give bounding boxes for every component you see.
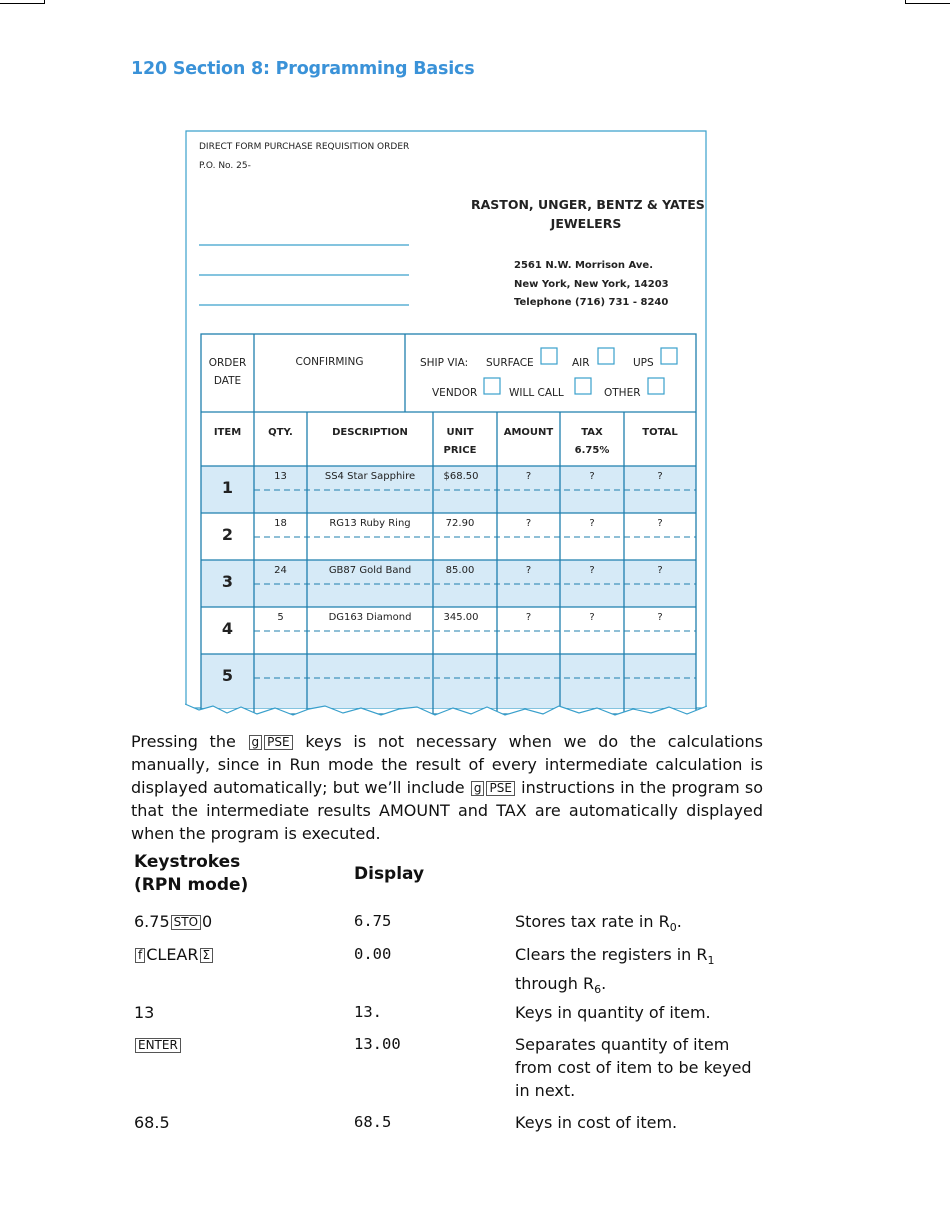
register-subscript: 1 (707, 954, 715, 968)
row-qty: 24 (274, 565, 287, 576)
col-tax-label: TAX (581, 427, 603, 438)
confirming-label: CONFIRMING (295, 356, 364, 368)
display-value: 6.75 (354, 912, 392, 930)
row-tax: ? (589, 518, 595, 529)
row-description: DG163 Diamond (328, 612, 412, 623)
display-value: 68.5 (354, 1113, 392, 1131)
ship-vendor-label: VENDOR (432, 387, 478, 399)
g-key-icon: g (249, 735, 263, 750)
company-line-2: JEWELERS (550, 216, 622, 231)
paragraph-text-2: keys is not necessary when we do the calculations manually, since in Run mode the result of every intermediate calculation is displayed automatically; but we’ll include (131, 732, 764, 797)
keystrokes-heading-1: Keystrokes (134, 852, 241, 872)
row-tax: ? (589, 471, 595, 482)
purchase-order-form (185, 130, 707, 720)
col-description: DESCRIPTION (332, 427, 408, 438)
pse-key-icon: PSE (486, 781, 514, 796)
ship-air-label: AIR (572, 357, 590, 369)
display-value: 0.00 (354, 945, 392, 963)
row-total: ? (657, 471, 663, 482)
page-header: 120 Section 8: Programming Basics (131, 59, 475, 79)
company-line-1: RASTON, UNGER, BENTZ & YATES (471, 197, 705, 212)
company-address (514, 257, 669, 313)
row-description: GB87 Gold Band (328, 565, 412, 576)
sto-key-icon: STO (171, 915, 201, 930)
desc-text: Clears the registers in R (515, 945, 708, 964)
row-price: 345.00 (443, 612, 479, 623)
col-total: TOTAL (642, 427, 678, 438)
row-number: 1 (221, 478, 234, 497)
order-date-label (201, 354, 254, 390)
ship-ups-label: UPS (633, 357, 654, 369)
f-key-icon: f (135, 948, 145, 963)
col-qty: QTY. (268, 427, 293, 438)
keystroke-description: Separates quantity of item from cost of item to be keyed in next. (515, 1035, 752, 1100)
ship-willcall-label: WILL CALL (509, 387, 564, 399)
row-number: 4 (221, 619, 234, 638)
register-subscript: 6 (594, 983, 602, 997)
keystroke-register: 0 (202, 912, 213, 931)
row-description: RG13 Ruby Ring (329, 518, 411, 529)
col-tax (560, 424, 624, 460)
keystroke-cell: 13 (134, 1003, 155, 1022)
form-title: DIRECT FORM PURCHASE REQUISITION ORDER (199, 142, 410, 152)
row-amount: ? (525, 471, 532, 482)
ship-via-label: SHIP VIA: (420, 357, 469, 369)
keystroke-description: Keys in quantity of item. (515, 1003, 711, 1022)
desc-period: . (676, 912, 682, 931)
desc-period: . (601, 974, 607, 994)
row-price: 72.90 (445, 518, 475, 529)
paragraph-text-1: Pressing the (131, 732, 236, 751)
desc-text: Stores tax rate in R (515, 912, 670, 931)
keystrokes-heading (134, 851, 248, 897)
row-price: $68.50 (443, 471, 479, 482)
row-total: ? (657, 612, 663, 623)
po-number: P.O. No. 25- (199, 161, 251, 171)
col-unit-price (433, 424, 487, 460)
crop-mark-right (905, 0, 950, 4)
ship-surface-label: SURFACE (486, 357, 534, 369)
row-tax: ? (589, 565, 595, 576)
date-label: DATE (213, 375, 242, 387)
row-qty: 13 (274, 471, 287, 482)
enter-key-icon: ENTER (135, 1038, 181, 1053)
row-amount: ? (525, 612, 532, 623)
row-total: ? (657, 565, 663, 576)
row-qty: 18 (274, 518, 287, 529)
display-value: 13.00 (354, 1035, 401, 1053)
pse-key-icon: PSE (264, 735, 292, 750)
company-name (471, 195, 705, 233)
row-total: ? (657, 518, 663, 529)
keystroke-cell (134, 1033, 182, 1056)
ship-other-label: OTHER (604, 387, 641, 399)
display-heading: Display (354, 864, 425, 884)
col-item: ITEM (213, 427, 242, 438)
address-line-3: Telephone (716) 731 - 8240 (514, 297, 669, 308)
explanation-paragraph (131, 730, 763, 845)
keystrokes-heading-2: (RPN mode) (134, 875, 249, 895)
order-label: ORDER (208, 357, 247, 369)
row-amount: ? (525, 565, 532, 576)
row-tax: ? (589, 612, 595, 623)
display-value: 13. (354, 1003, 382, 1021)
keystroke-cell (134, 943, 214, 966)
keystroke-cell: 68.5 (134, 1113, 170, 1132)
row-price: 85.00 (445, 565, 475, 576)
row-qty: 5 (277, 612, 284, 623)
register-subscript: 0 (669, 921, 677, 935)
keystroke-number: 6.75 (134, 912, 170, 931)
keystroke-cell (134, 910, 212, 933)
desc-text-2: through R (515, 974, 595, 994)
col-tax-rate: 6.75% (574, 445, 610, 456)
g-key-icon: g (471, 781, 485, 796)
clear-label: CLEAR (146, 945, 199, 964)
address-line-2: New York, New York, 14203 (514, 278, 669, 290)
row-description: SS4 Star Sapphire (324, 471, 416, 482)
keystroke-description (515, 943, 765, 1001)
keystroke-description (515, 910, 765, 939)
paragraph-text-3: instructions in the program so that the intermediate results AMOUNT and TAX are automatically displayed when the program is executed. (131, 778, 764, 843)
col-price: PRICE (443, 445, 477, 456)
sigma-key-icon: Σ (200, 948, 214, 963)
row-number: 3 (221, 572, 234, 591)
crop-mark-left (0, 0, 45, 4)
row-amount: ? (525, 518, 532, 529)
col-amount: AMOUNT (503, 427, 554, 438)
keystroke-description: Keys in cost of item. (515, 1113, 678, 1132)
address-line-1: 2561 N.W. Morrison Ave. (514, 260, 653, 271)
row-number: 2 (221, 525, 234, 544)
row-number: 5 (221, 666, 234, 685)
col-unit: UNIT (446, 427, 474, 438)
